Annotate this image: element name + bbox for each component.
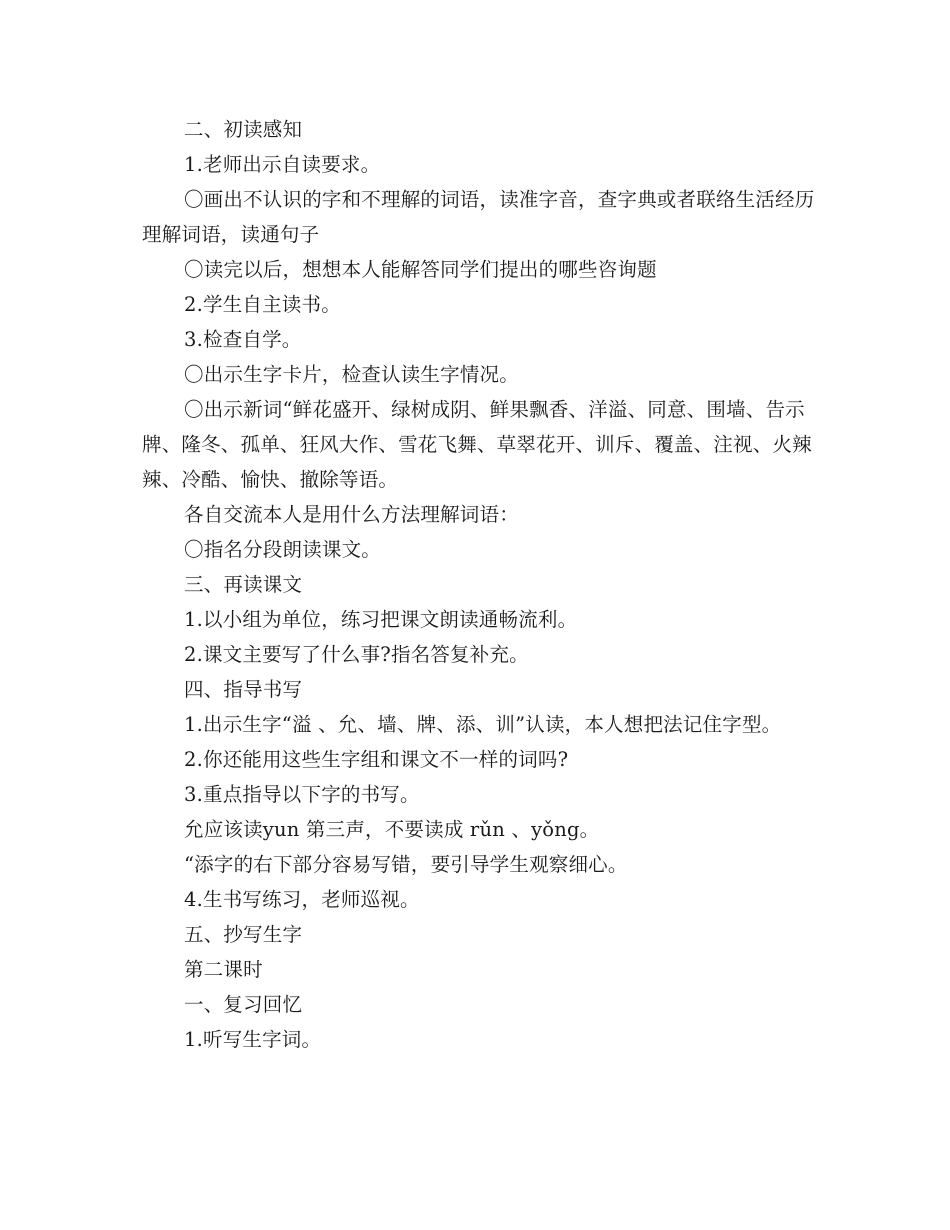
document-body [142, 112, 832, 1057]
section-heading: 四、指导书写 [184, 678, 303, 701]
paragraph: 2.学生自主读书。 [184, 293, 341, 316]
paragraph: 允应该读yun 第三声，不要读成 rǔn 、yǒng。 [184, 818, 600, 841]
section-heading: 二、初读感知 [184, 118, 303, 141]
paragraph: “添字的右下部分容易写错，要引导学生观察细心。 [184, 853, 628, 876]
paragraph: 3.重点指导以下字的书写。 [184, 783, 420, 806]
paragraph: 1.老师出示自读要求。 [184, 153, 381, 176]
lesson-heading: 第二课时 [184, 958, 263, 981]
section-heading: 五、抄写生字 [184, 923, 303, 946]
paragraph: 1.出示生字“溢 、允、墙、牌、添、训”认读，本人想把法记住字型。 [184, 713, 782, 736]
paragraph: 3.检查自学。 [184, 328, 302, 351]
paragraph: 4.生书写练习，老师巡视。 [184, 888, 420, 911]
section-heading: 三、再读课文 [184, 573, 303, 596]
paragraph: 〇出示生字卡片，检查认读生字情况。 [184, 363, 519, 386]
paragraph: 〇出示新词“鲜花盛开、绿树成阴、鲜果飘香、洋溢、同意、围墙、告示牌、隆冬、孤单、狂风大作、雪花飞舞、草翠花开、训斥、覆盖、注视、火辣辣、冷酷、愉快、撤除等语。 [142, 398, 812, 491]
paragraph: 〇读完以后，想想本人能解答同学们提出的哪些咨询题 [184, 258, 657, 281]
paragraph: 〇画出不认识的字和不理解的词语，读准字音，查字典或者联络生活经历理解词语，读通句子 [142, 188, 815, 246]
paragraph: 各自交流本人是用什么方法理解词语： [184, 503, 519, 526]
paragraph: 2.课文主要写了什么事?指名答复补充。 [184, 643, 529, 666]
section-heading: 一、复习回忆 [184, 993, 303, 1016]
paragraph: 2.你还能用这些生字组和课文不一样的词吗? [184, 748, 569, 771]
paragraph: 1.以小组为单位，练习把课文朗读通畅流利。 [184, 608, 578, 631]
paragraph: 1.听写生字词。 [184, 1028, 322, 1051]
paragraph: 〇指名分段朗读课文。 [184, 538, 382, 561]
